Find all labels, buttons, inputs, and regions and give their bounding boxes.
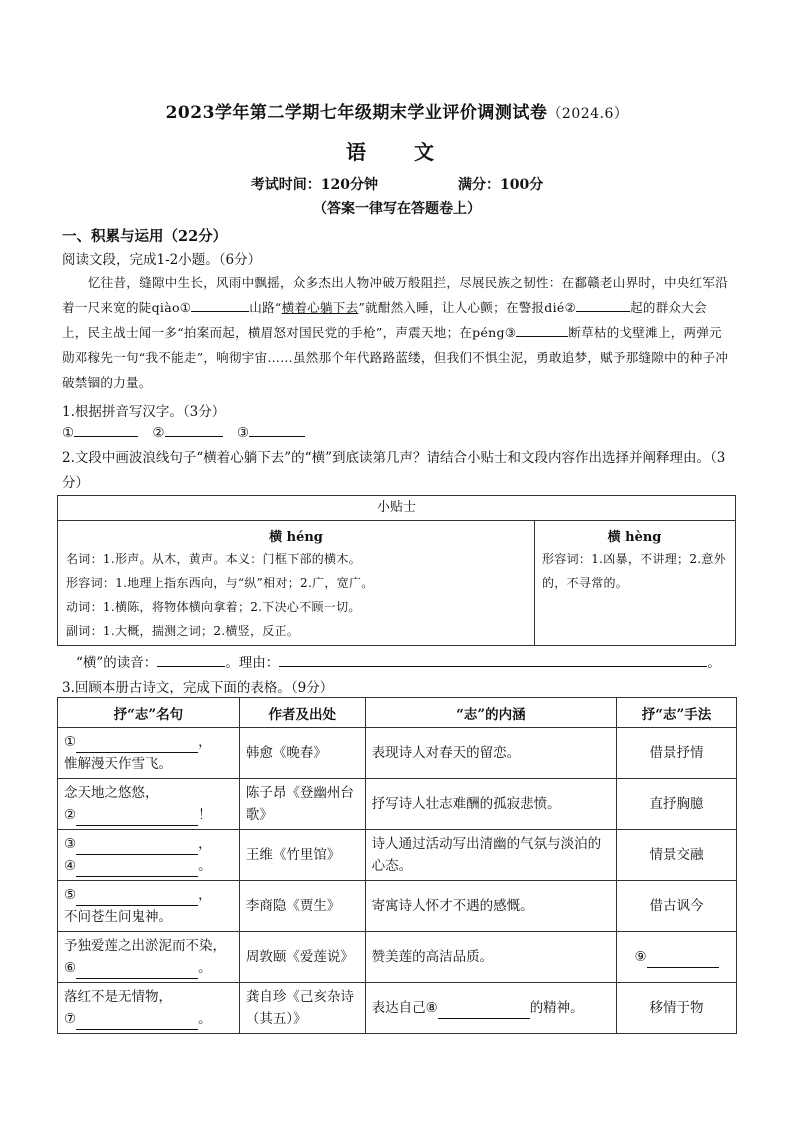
blank-meaning-8[interactable] [438, 1004, 530, 1019]
meaning-cell: 表现诗人对春天的留恋。 [365, 728, 617, 779]
poem-lines: ① ， 惟解漫天作雪飞。 [58, 728, 240, 779]
exam-title [0, 98, 794, 123]
heng4-def: 形容词：1.凶暴，不讲理；2.意外的，不寻常的。 [542, 552, 726, 590]
table-header-row [58, 698, 737, 728]
heng2-title: 横 héng [269, 530, 323, 545]
poem-lines: ③ ， ④ 。 [58, 830, 240, 881]
poem-lines: 落红不是无情物， ⑦ 。 [58, 983, 240, 1034]
meaning-cell: 表达自己⑧ 的精神。 [365, 983, 617, 1034]
col-header: “志”的内涵 [365, 698, 617, 728]
subject-title: 语 文 [346, 140, 448, 164]
reading-intro: 阅读文段，完成1-2小题。（6分） [62, 252, 262, 268]
exam-time: 考试时间：120分钟 [250, 177, 378, 193]
author-cell: 龚自珍《己亥杂诗（其五）》 [239, 983, 365, 1034]
meaning-cell: 赞美莲的高洁品质。 [365, 932, 617, 983]
table-row [58, 881, 737, 932]
blank-method-9[interactable] [647, 953, 719, 968]
col-header: 抒“志”名句 [58, 698, 240, 728]
blank-3[interactable] [516, 324, 568, 337]
table-row [58, 728, 737, 779]
q1-answer-2[interactable] [165, 424, 223, 437]
q1-text: 1.根据拼音写汉字。（3分） [62, 404, 226, 420]
reading-blank[interactable] [157, 654, 225, 667]
col-header: 抒“志”手法 [617, 698, 737, 728]
author-cell: 周敦颐《爱莲说》 [239, 932, 365, 983]
poem-table [57, 697, 737, 1034]
wavy-sentence: 横着心躺下去 [281, 300, 359, 315]
blank-poem-6[interactable] [76, 964, 198, 979]
blank-1[interactable] [191, 299, 249, 312]
blank-poem-3[interactable] [76, 840, 198, 855]
author-cell: 韩愈《晚春》 [239, 728, 365, 779]
author-cell: 王维《竹里馆》 [239, 830, 365, 881]
method-cell: ⑨ [617, 932, 737, 983]
q2-answer-line: “横”的读音： 。理由： 。 [76, 655, 721, 671]
title-text: 2023学年第二学期七年级期末学业评价调测试卷 [165, 103, 548, 123]
heng2-def: 副词：1.大概，揣测之词；2.横竖，反正。 [66, 624, 300, 638]
table-row [58, 983, 737, 1034]
exam-score: 满分：100分 [458, 177, 544, 193]
heng2-def: 形容词：1.地理上指东西向，与“纵”相对；2.广，宽广。 [66, 576, 374, 590]
method-cell: 情景交融 [617, 830, 737, 881]
method-cell: 借景抒情 [617, 728, 737, 779]
q1-answer-3[interactable] [249, 424, 305, 437]
table-row [58, 830, 737, 881]
table-row [58, 932, 737, 983]
q3-text: 3.回顾本册古诗文，完成下面的表格。（9分） [62, 680, 334, 696]
meaning-cell: 抒写诗人壮志难酬的孤寂悲愤。 [365, 779, 617, 830]
blank-poem-2[interactable] [76, 811, 198, 826]
col-header: 作者及出处 [239, 698, 365, 728]
blank-poem-4[interactable] [76, 862, 198, 877]
method-cell: 借古讽今 [617, 881, 737, 932]
section-heading: 一、积累与运用（22分） [62, 228, 228, 245]
poem-lines: ⑤ ， 不问苍生问鬼神。 [58, 881, 240, 932]
tips-box [57, 495, 736, 646]
poem-lines: 予独爱莲之出淤泥而不染， ⑥ 。 [58, 932, 240, 983]
meaning-cell: 寄寓诗人怀才不遇的感慨。 [365, 881, 617, 932]
q2-text: 2.文段中画波浪线句子“横着心躺下去”的“横”到底读第几声？请结合小贴士和文段内容作出选择并阐释理由。（3分） [62, 450, 726, 491]
method-cell: 直抒胸臆 [617, 779, 737, 830]
tips-title: 小贴士 [58, 496, 735, 521]
exam-meta [0, 174, 794, 194]
blank-poem-7[interactable] [76, 1015, 198, 1030]
heng2-def: 名词：1.形声。从木，黄声。本义：门框下部的横木。 [66, 552, 361, 566]
reason-blank[interactable] [279, 654, 707, 667]
reading-passage: 忆往昔，缝隙中生长，风雨中飘摇，众多杰出人物冲破万般阻拦，尽展民族之韧性：在鄱赣老山界时，中央红军沿着一尺来宽的陡qiào① 山路“横着心躺下去”就酣然入睡，让人心颤；在警报dié② 起的群众大会上，民主战士闻一多“拍案而起，横眉怒对国民党的手枪”，声震天地；在péng③ 断草枯的戈壁滩上，两弹元勋邓稼先一句“我不能走”，响彻宇宙……虽然那个年代路路蓝缕，但我们不惧尘泥，勇敢追梦，赋予那缝隙中的种子冲破禁锢的力量。 [62, 275, 729, 390]
heng2-def: 动词：1.横陈，将物体横向拿着；2.下决心不顾一切。 [66, 600, 361, 614]
author-cell: 陈子昂《登幽州台歌》 [239, 779, 365, 830]
blank-poem-5[interactable] [76, 891, 198, 906]
meaning-cell: 诗人通过活动写出清幽的气氛与淡泊的心态。 [365, 830, 617, 881]
q1-blanks: ① ② ③ [62, 424, 305, 441]
method-cell: 移情于物 [617, 983, 737, 1034]
heng4-title: 横 hèng [607, 530, 662, 545]
answer-note: （答案一律写在答题卷上） [313, 201, 481, 217]
heng4-column [534, 520, 735, 645]
table-row [58, 779, 737, 830]
author-cell: 李商隐《贾生》 [239, 881, 365, 932]
blank-poem-1[interactable] [76, 738, 198, 753]
blank-2[interactable] [576, 299, 630, 312]
title-date: （2024.6） [547, 106, 629, 122]
poem-lines: 念天地之悠悠， ② ！ [58, 779, 240, 830]
heng2-column [58, 520, 535, 645]
q1-answer-1[interactable] [74, 424, 138, 437]
